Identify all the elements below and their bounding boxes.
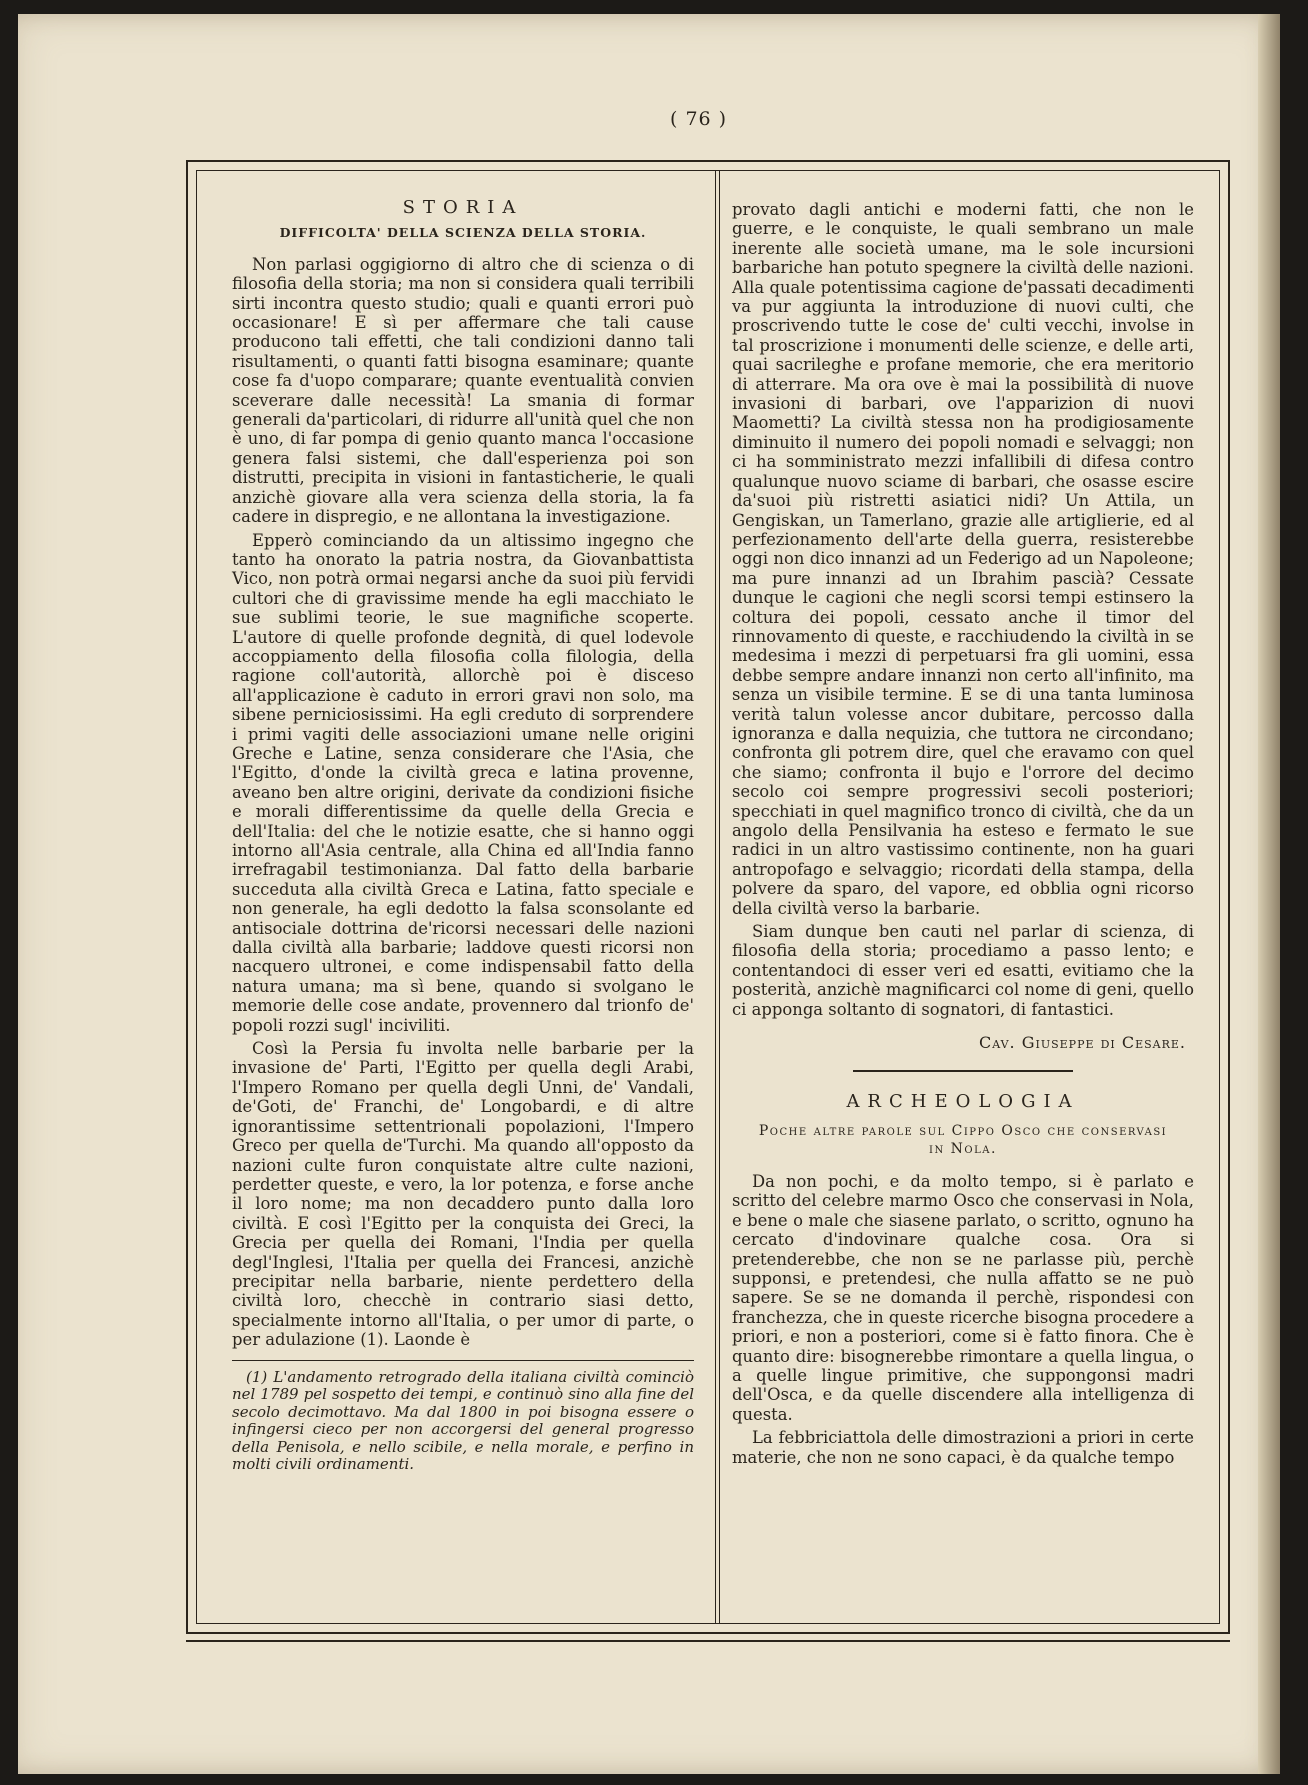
section-subtitle: DIFFICOLTA' DELLA SCIENZA DELLA STORIA. — [279, 225, 647, 241]
column-rule — [715, 171, 716, 1623]
paragraph: La febbriciattola delle dimostrazioni a priori in certe materie, che non ne sono capaci, è da qualche tempo — [732, 1428, 1194, 1467]
footnote-text: (1) L'andamento retrogrado della italiana civiltà cominciò nel 1789 pel sospetto dei tempi, e continuò sino alla fine del secolo decimottavo. Ma dal 1800 in poi bisogna essere o infingersi cieco per non accorgersi del general progresso della Penisola, e nello scibile, e nella morale, e perfino in molti civili ordinamenti. — [232, 1367, 694, 1474]
left-column — [232, 190, 694, 1478]
section-separator — [853, 1070, 1073, 1072]
right-column — [732, 200, 1194, 1471]
section-title: STORIA — [402, 197, 524, 218]
paragraph: provato dagli antichi e moderni fatti, che non le guerre, e le conquiste, le quali sembrano un male inerente alle società umane, ma le sole incursioni barbariche han potuto spegnere la civiltà delle nazioni. Alla quale potentissima cagione de'passati decadimenti va pur aggiunta la introduzione di nuovi culti, che proscrivendo tutte le cose de' culti vecchi, involse in tal proscrizione i monumenti delle scienze, e delle arti, quai sacrileghe e profane memorie, che era meritorio di atterrare. Ma ora ove è mai la possibilità di nuove invasioni di barbari, ove l'apparizion di nuovi Maometti? La civiltà stessa non ha prodigiosamente diminuito il numero dei popoli nomadi e selvaggi; non ci ha somministrato mezzi infallibili di difesa contro qualunque nuovo sciame di barbari, che osasse escire da'suoi più ristretti asiatici nidi? Un Attila, un Gengiskan, un Tamerlano, grazie alle artiglierie, ed al perfezionamento dell'arte della guerra, resisterebbe oggi non dico innanzi ad un Federigo ad un Napoleone; ma pure innanzi ad un Ibrahim pascià? Cessate dunque le cagioni che negli scorsi tempi estinsero la coltura dei popoli, cessato anche il timor del rinnovamento di queste, e racchiudendo la civiltà in se medesima i mezzi di perpetuarsi fra gli uomini, essa debbe sempre andare innanzi non certo all'infinito, ma senza un visibile termine. E se di una tanta luminosa verità talun volesse ancor dubitare, percosso dalla ignoranza e dalla nequizia, che tuttora ne circondano; confronta gli potrem dire, quel che eravamo con quel che siamo; confronta il bujo e l'orrore del decimo secolo coi sempre progressivi secoli posteriori; specchiati in quel magnifico tronco di civiltà, che da un angolo della Pensilvania ha esteso e fermato le sue radici in un altro vastissimo continente, non ha guari antropofago e selvaggio; ricordati della stampa, della polvere da sparo, del vapore, ed obblia ogni ricorso della civiltà verso la barbarie. — [732, 200, 1194, 918]
paragraph: Epperò cominciando da un altissimo ingegno che tanto ha onorato la patria nostra, da Giovanbattista Vico, non potrà ormai negarsi anche da suoi più fervidi cultori che di gravissime mende ha egli macchiato le sue sublimi teorie, le sue magnifiche scoperte. L'autore di quelle profonde degnità, di quel lodevole accoppiamento della filosofia colla filologia, della ragione coll'autorità, allorchè poi è disceso all'applicazione è caduto in errori gravi non solo, ma sibene perniciosissimi. Ha egli creduto di sorprendere i primi vagiti delle associazioni umane nelle origini Greche e Latine, senza considerare che l'Asia, che l'Egitto, d'onde la civiltà greca e latina provenne, aveano ben altre origini, derivate da condizioni fisiche e morali differentissime da quelle della Grecia e dell'Italia: del che le notizie esatte, che si hanno oggi intorno all'Asia centrale, alla China ed all'India fanno irrefragabil testimonianza. Dal fatto della barbarie succeduta alla civiltà Greca e Latina, fatto speciale e non generale, ha egli dedotto la falsa sconsolante ed antisociale dottrina de'ricorsi necessari delle nazioni dalla civiltà alla barbarie; laddove questi ricorsi non nacquero ultronei, e come indispensabil fatto della natura umana; ma sì bene, quando si svolgano le memorie delle cose andate, provennero dal trionfo de' popoli rozzi sugl' inciviliti. — [232, 530, 694, 1035]
bottom-rule — [186, 1640, 1230, 1642]
paragraph: Siam dunque ben cauti nel parlar di scienza, di filosofia della storia; procediamo a passo lento; e contentandoci di esser veri ed esatti, evitiamo che la posterità, anzichè magnificarci col nome di geni, quello ci apponga soltanto di sognatori, di fantastici. — [732, 922, 1194, 1019]
section-subtitle: Poche altre parole sul Cippo Osco che conservasi in Nola. — [758, 1122, 1168, 1157]
paragraph: Da non pochi, e da molto tempo, si è parlato e scritto del celebre marmo Osco che conservasi in Nola, e bene o male che siasene parlato, o scritto, ognuno ha cercato d'indovinare qualche cosa. Ora si pretenderebbe, che non se ne parlasse più, perchè supponsi, e pretendesi, che nulla affatto se ne può sapere. Se se ne domanda il perchè, rispondesi con franchezza, che in queste ricerche bisogna procedere a priori, e non a posteriori, come si è fatto finora. Che è quanto dire: bisognerebbe rimontare a quella lingua, o a quelle lingue primitive, che suppongonsi madri dell'Osca, e da quelle discendere alla intelligenza di questa. — [732, 1171, 1194, 1424]
author-signature: Cav. Giuseppe di Cesare. — [978, 1033, 1186, 1053]
page-number: ( 76 ) — [670, 108, 728, 130]
paragraph: Non parlasi oggigiorno di altro che di scienza o di filosofia della storia; ma non si considera quali terribili sirti incontra questo studio; quali e quanti errori può occasionare! E sì per affermare che tali cause producono tali effetti, che tali condizioni danno tali risultamenti, o quanti fatti bisogna esaminare; quante cose fa d'uopo comparare; quante eventualità convien sceverare dalle necessità! La smania di formar generali da'particolari, di ridurre all'unità quel che non è uno, di far pompa di genio quanto manca l'occasione genera falsi sistemi, che dall'esperienza poi son distrutti, precipita in visioni in fantasticherie, le quali anzichè giovare alla vera scienza della storia, la fa cadere in dispregio, e ne allontana la investigazione. — [232, 254, 694, 527]
column-rule — [719, 171, 720, 1623]
section-title: ARCHEOLOGIA — [846, 1091, 1080, 1113]
page-edge — [1258, 14, 1280, 1774]
footnote — [232, 1360, 694, 1474]
paragraph: Così la Persia fu involta nelle barbarie per la invasione de' Parti, l'Egitto per quella degli Arabi, l'Impero Romano per quella degli Unni, de' Vandali, de'Goti, de' Franchi, de' Longobardi, e di altre ignorantissime settentrionali popolazioni, l'Impero Greco per quella de'Turchi. Ma quando all'opposto da nazioni culte furon conquistate altre culte nazioni, perdetter queste, e vero, la lor potenza, e forse anche il loro nome; ma non decaddero punto dalla loro civiltà. E così l'Egitto per la conquista dei Greci, la Grecia per quella dei Romani, l'India per quella degl'Inglesi, l'Italia per quella dei Francesi, anzichè precipitar nella barbarie, niente perdettero della civiltà loro, checchè in contrario siasi detto, specialmente intorno all'Italia, o per umor di parte, o per adulazione (1). Laonde è — [232, 1039, 694, 1350]
